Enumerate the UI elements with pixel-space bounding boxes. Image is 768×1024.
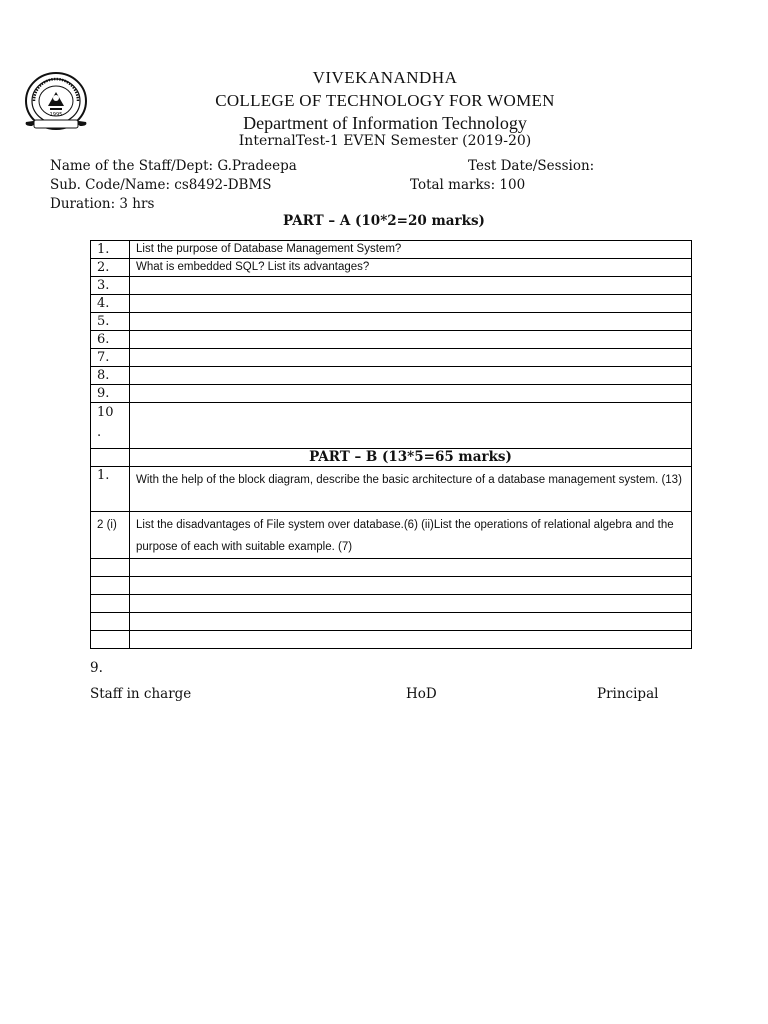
table-row	[91, 367, 692, 385]
question-number-dot: .	[97, 425, 102, 440]
empty-cell	[130, 559, 692, 577]
institution-name: VIVEKANANDHA	[312, 68, 458, 87]
question-number: 4.	[91, 295, 130, 313]
question-text	[130, 331, 692, 349]
table-row	[91, 385, 692, 403]
test-title: InternalTest-1 EVEN Semester (2019-20)	[238, 133, 532, 149]
table-row	[91, 467, 692, 512]
question-text: List the purpose of Database Management System?	[130, 241, 692, 259]
question-table	[90, 240, 692, 649]
staff-name: Name of the Staff/Dept: G.Pradeepa	[50, 158, 297, 174]
question-text: With the help of the block diagram, describe the basic architecture of a database management system. (13)	[130, 467, 692, 512]
empty-cell	[91, 631, 130, 649]
table-row	[91, 277, 692, 295]
table-row	[91, 259, 692, 277]
question-text	[130, 367, 692, 385]
empty-cell	[130, 631, 692, 649]
question-text	[130, 403, 692, 449]
table-row	[91, 349, 692, 367]
subject-code-name: Sub. Code/Name: cs8492-DBMS	[50, 177, 272, 193]
table-row	[91, 295, 692, 313]
hod-label: HoD	[406, 686, 437, 702]
question-number: 2 (i)	[91, 512, 130, 559]
empty-cell	[91, 613, 130, 631]
duration: Duration: 3 hrs	[50, 196, 155, 212]
empty-cell	[91, 559, 130, 577]
question-number: 8.	[91, 367, 130, 385]
question-number: 3.	[91, 277, 130, 295]
test-date-session: Test Date/Session:	[468, 158, 595, 174]
question-text: List the disadvantages of File system over database.(6) (ii)List the operations of relational algebra and the purpose of each with suitable example. (7)	[130, 512, 692, 559]
table-row	[91, 613, 692, 631]
table-row	[91, 577, 692, 595]
part-b-heading: PART – B (13*5=65 marks)	[130, 449, 692, 467]
department-name: Department of Information Technology	[243, 113, 527, 133]
staff-in-charge-label: Staff in charge	[90, 686, 192, 702]
table-row	[91, 559, 692, 577]
table-row	[91, 595, 692, 613]
question-number: 9.	[91, 385, 130, 403]
question-text	[130, 349, 692, 367]
table-row	[91, 313, 692, 331]
principal-label: Principal	[597, 686, 659, 702]
question-text	[130, 277, 692, 295]
empty-cell	[130, 595, 692, 613]
question-text	[130, 313, 692, 331]
question-text	[130, 295, 692, 313]
question-number: 6.	[91, 331, 130, 349]
logo-year: 1995	[49, 112, 63, 118]
empty-cell	[130, 577, 692, 595]
question-number: 1.	[91, 467, 130, 512]
part-a-heading: PART – A (10*2=20 marks)	[283, 213, 485, 229]
college-seal-logo	[22, 70, 90, 132]
table-row	[91, 241, 692, 259]
question-number-text: 10	[97, 405, 114, 420]
question-number: 5.	[91, 313, 130, 331]
question-number	[91, 403, 130, 449]
part-b-heading-row	[91, 449, 692, 467]
question-number: 7.	[91, 349, 130, 367]
question-number: 1.	[91, 241, 130, 259]
total-marks: Total marks: 100	[410, 177, 526, 193]
question-number: 2.	[91, 259, 130, 277]
question-text: What is embedded SQL? List its advantages?	[130, 259, 692, 277]
empty-cell	[130, 613, 692, 631]
table-row	[91, 512, 692, 559]
table-row	[91, 331, 692, 349]
college-name: COLLEGE OF TECHNOLOGY FOR WOMEN	[215, 91, 555, 110]
table-row	[91, 631, 692, 649]
empty-cell	[91, 449, 130, 467]
empty-cell	[91, 577, 130, 595]
trailing-number: 9.	[90, 660, 103, 676]
question-text	[130, 385, 692, 403]
empty-cell	[91, 595, 130, 613]
table-row	[91, 403, 692, 449]
